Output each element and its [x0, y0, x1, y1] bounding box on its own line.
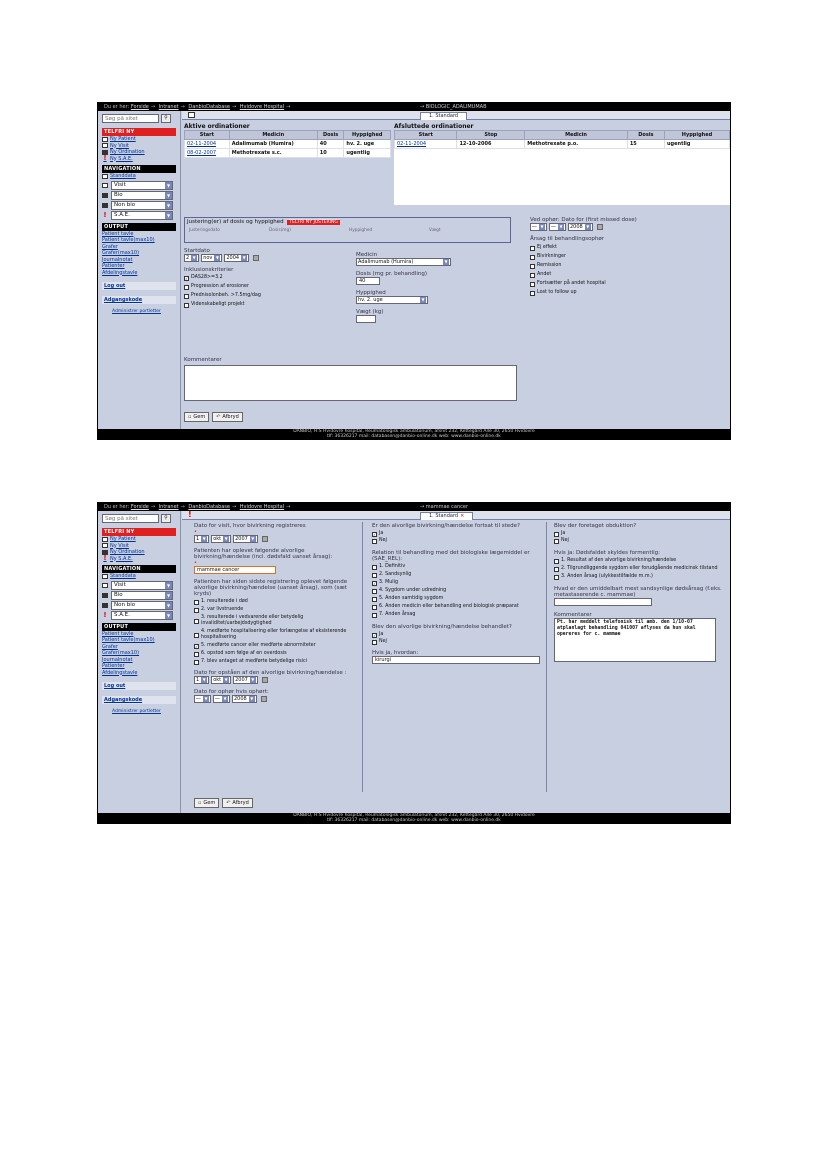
table-row[interactable]: 02-11-2004 12-10-2006 Methotrexate p.o. 15 ugentlig [395, 140, 730, 149]
disk-icon: ▫ [188, 414, 192, 420]
output-link-journalnotat[interactable]: Journalnotat [102, 656, 133, 663]
visit-year-select[interactable]: 2007 ▼ [233, 535, 258, 543]
output-link-afdelingstavle[interactable]: Afdelingstavle [102, 269, 138, 276]
telfri-header: TELFRI NY [102, 528, 176, 536]
chevron-down-icon: ▼ [251, 677, 255, 682]
visit-month-select[interactable]: okt ▼ [211, 535, 231, 543]
crumb-intranet[interactable]: Intranet [158, 504, 179, 510]
main-ordination [182, 120, 730, 429]
stop-day-select[interactable]: — ▼ [530, 223, 547, 231]
autopsy-yes[interactable]: Ja [554, 531, 726, 537]
active-orders-table [184, 130, 391, 158]
close-icon: × [460, 513, 465, 519]
inclusion-checkbox[interactable]: Progression af erosioner [184, 284, 334, 290]
output-header: OUTPUT [102, 623, 176, 631]
since-checkbox[interactable]: 7. blev antaget at medførte betydelige risici [194, 659, 356, 665]
form-buttons [184, 412, 243, 422]
output-link-patient-tavle-max10[interactable]: Patient tavle(max10) [102, 637, 155, 643]
how-input[interactable]: kirurgi [372, 656, 540, 664]
logout-button[interactable]: Log out [102, 282, 176, 290]
new-sae-link[interactable]: ! Ny S.A.E. [103, 554, 133, 563]
password-button[interactable]: Adgangskode [102, 296, 176, 304]
chevron-down-icon: ▼ [192, 255, 196, 260]
chevron-down-icon: ▼ [166, 212, 171, 218]
since-checkbox[interactable]: 6. opstod som følge af en overdosis [194, 651, 356, 657]
persist-yes[interactable]: ✓ Ja [373, 531, 384, 537]
standdata-link[interactable]: Standdata [102, 173, 176, 180]
death-checkbox[interactable]: 1. Resultat af den alvorlige bivirkning/hændelse [554, 558, 726, 564]
chevron-down-icon: ▼ [166, 582, 171, 588]
folder-icon [102, 603, 108, 608]
stop-year-select[interactable]: 2008 ▼ [568, 223, 593, 231]
end-year-select[interactable]: 2008 ▼ [232, 695, 257, 703]
chevron-down-icon: ▼ [224, 677, 228, 682]
footer: DANBIO, H:S Hvidovre hospital, Reumatologisk ambulatorium, afsnit 232, Kettegård Alle 30, 2650 Hvidovre tlf: 36326217 mail: databasen@danbio-online.dk web: www.danbio-online.dk [98, 429, 730, 439]
calendar-icon[interactable] [253, 255, 259, 261]
password-button[interactable]: Adgangskode [102, 696, 176, 704]
nonbio-select[interactable]: Non bio ▼ [111, 601, 173, 610]
telfri-header: TELFRI NY [102, 128, 176, 136]
treated-yes[interactable]: ✓ Ja [373, 632, 384, 638]
ended-orders-title: Afsluttede ordinationer [394, 123, 730, 130]
end-day-select[interactable]: — ▼ [194, 695, 211, 703]
chevron-down-icon: ▼ [586, 224, 590, 229]
since-checkbox[interactable]: 3. resulterede i vedvarende eller betydelig invaliditet/uarbejdsdygtighed [194, 615, 356, 627]
relation-checkbox[interactable]: ✓ 3. Mulig [373, 580, 398, 586]
crumb-current: → mammae cancer [420, 504, 469, 510]
since-checkbox[interactable]: 4. medførte hospitalisering eller forlængelse af eksisterende hospitalisering [194, 629, 356, 641]
cancel-button[interactable]: ↶ Afbryd [212, 412, 243, 422]
visit-select[interactable]: Visit ▼ [111, 181, 173, 190]
visit-select[interactable]: Visit ▼ [111, 581, 173, 590]
output-link-afdelingstavle[interactable]: Afdelingstavle [102, 669, 138, 676]
exclamation-icon: ! [103, 554, 107, 563]
crumb-hvidovre[interactable]: Hvidovre Hospital [239, 104, 285, 110]
chevron-down-icon: ▼ [202, 677, 206, 682]
output-link-patient-tavle[interactable]: Patient tavle [102, 630, 134, 637]
form-buttons [194, 798, 253, 808]
admin-portlets-link[interactable]: Administrer portletter [112, 309, 161, 314]
exclamation-icon: ! [103, 210, 107, 219]
onset-year-select[interactable]: 2007 ▼ [233, 676, 258, 684]
save-button[interactable]: ▫ Gem [194, 798, 219, 808]
output-link-patient-tavle[interactable]: Patient tavle [102, 230, 134, 237]
search-button[interactable] [161, 514, 171, 523]
footer: DANBIO, H:S Hvidovre hospital, Reumatologisk ambulatorium, afsnit 232, Kettegård Alle 30, 2650 Hvidovre tlf: 36326217 mail: databasen@danbio-online.dk web: www.danbio-online.dk [98, 813, 730, 823]
chevron-down-icon: ▼ [166, 612, 171, 618]
sae-column-1: Dato for visit, hvor bivirkning registreres • 1 ▼ okt ▼ 2007 ▼ Patienten har oplevet følgende alvorlige bivirkning/hændelse (incl. dødsfald uanset årsag): • mammae cancer Patienten har siden sidste registrering oplevet følgende alvorlige bivirkning/hændelse (uanset årsag), som (sæt kryds) 1. resulterede i død 2. var livstruende 3. resulterede i vedvarende eller betydelig invaliditet/uarbejdsdygtighed 4. medførte hospitalisering eller forlængelse af eksisterende hospitalisering ✓ 5. medførte cancer eller medførte abnormiteter 6. opstod som følge af en overdosis 7. blev antaget at medførte betydelige risici Dato for opståen af den alvorlige bivirkning/hændelse : 1 ▼ okt ▼ 2007 ▼ Dato for ophør hvis ophørt: — ▼ — ▼ 2008 ▼ [194, 523, 356, 703]
active-orders-title: Aktive ordinationer [184, 123, 250, 130]
reason-checkbox[interactable]: Bivirkninger [530, 254, 720, 260]
col-dosis: Dosis [317, 131, 344, 140]
navigation-header: NAVIGATION [102, 565, 176, 573]
treated-no[interactable]: Nej [372, 639, 542, 645]
chevron-down-icon: ▼ [166, 182, 171, 188]
search-icon: ⚲ [164, 115, 168, 121]
relation-checkbox[interactable]: 5. Anden samtidig sygdom [372, 596, 542, 602]
navigation-header: NAVIGATION [102, 165, 176, 173]
exclamation-icon: ! [103, 154, 107, 163]
chevron-down-icon: ▼ [559, 224, 563, 229]
output-link-patienter[interactable]: Patienter [102, 263, 125, 269]
output-link-patienter[interactable]: Patienter [102, 663, 125, 669]
crumb-forside[interactable]: Forside [130, 104, 149, 110]
tab-bar [182, 511, 730, 520]
start-day-select[interactable]: 2 ▼ [184, 254, 199, 262]
adjustments-box: Justering(er) af dosis og hyppighed TELFRI NY JUSTERING Justeringsdato Dosis(mg) Hyppighed Vægt [184, 217, 511, 243]
breadcrumb: Du er her: Forside → Intranet → DanbioDatabase → Hvidovre Hospital → → mammae cancer [98, 503, 730, 511]
new-ordination-link[interactable]: Ny Ordination [102, 549, 176, 556]
comment-textarea[interactable]: Pt. har meddelt telefonisk til amb. den 1/10-07 atplanlagt behandling 041007 aflyses da hun skal opereres for c. mammae [554, 618, 716, 662]
chevron-down-icon: ▼ [166, 592, 171, 598]
inclusion-checkbox[interactable]: Videnskabeligt projekt [184, 302, 334, 308]
chevron-down-icon: ▼ [444, 259, 448, 264]
active-orders [184, 123, 391, 158]
ended-start-link[interactable]: 02-11-2004 [397, 141, 427, 147]
folder-icon [188, 112, 195, 118]
new-visit-link[interactable]: Ny Visit [102, 143, 176, 150]
save-button[interactable]: ▫ Gem [184, 412, 209, 422]
new-patient-link[interactable]: Ny Patient [102, 136, 176, 143]
start-month-select[interactable]: nov ▼ [201, 254, 222, 262]
tab-standard[interactable]: 1. Standard [420, 112, 467, 120]
patient-icon [102, 137, 108, 142]
standdata-link[interactable]: Standdata [102, 573, 176, 580]
chevron-down-icon: ▼ [251, 536, 255, 541]
new-patient-link[interactable]: Ny Patient [102, 536, 176, 543]
persist-no[interactable]: Nej [372, 538, 542, 544]
crumb-current: → BIOLOGIC_ADALIMUMAB [420, 104, 487, 110]
cancel-icon: ↶ [216, 414, 221, 420]
output-header: OUTPUT [102, 223, 176, 231]
crumb-hvidovre[interactable]: Hvidovre Hospital [239, 504, 285, 510]
folder-icon [102, 203, 108, 208]
folder-icon [102, 193, 108, 198]
output-link-patient-tavle-max10[interactable]: Patient tavle(max10) [102, 237, 155, 243]
chevron-down-icon: ▼ [215, 255, 219, 260]
nonbio-select[interactable]: Non bio ▼ [111, 201, 173, 210]
sae-column-3: Blev der foretaget obduktion? Ja Nej Hvis ja: Dødsfaldet skyldes formentlig: 1. Resultat af den alvorlige bivirkning/hændelse 2. Tilgrundliggende sygdom eller forudgående medicinsk tilstand 3. Anden årsag (ulykkestilfælde m.m.) Hvad er den umiddelbart mest sandsynlige dødsårsag (f.eks. metastaserende c. mammae) Kommentarer Pt. har meddelt telefonisk til amb. den 1/10-07 atplanlagt behandling 041007 aflyses da hun skal opereres for c. mammae [554, 523, 726, 662]
admin-portlets-link[interactable]: Administrer portletter [112, 709, 161, 714]
visit-icon [102, 543, 108, 548]
chevron-down-icon: ▼ [421, 297, 425, 302]
crumb-danbio[interactable]: DanbioDatabase [188, 104, 230, 110]
calendar-icon[interactable] [262, 536, 268, 542]
new-adjustment-button[interactable]: TELFRI NY JUSTERING [289, 220, 338, 225]
dosis-input[interactable]: 40 [356, 277, 380, 285]
screenshot-ordination [97, 102, 731, 440]
calendar-icon[interactable] [262, 677, 268, 683]
chevron-down-icon: ▼ [166, 192, 171, 198]
event-input[interactable]: mammae cancer [194, 566, 276, 574]
patient-icon [102, 537, 108, 542]
bio-select[interactable]: Bio ▼ [111, 591, 173, 600]
chevron-down-icon: ▼ [166, 602, 171, 608]
visit-icon [102, 183, 108, 188]
stop-section: Ved ophør: Dato for (first missed dose) — ▼ — ▼ 2008 ▼ Årsag til behandlingsophør Ej effekt Bivirkninger Remission Andet Fortsætter på andet hospital Lost to follow up [530, 217, 720, 296]
exclamation-icon: ! [103, 610, 107, 619]
visit-icon [102, 143, 108, 148]
search-button[interactable] [161, 114, 171, 123]
stop-month-select[interactable]: — ▼ [549, 223, 566, 231]
output-link-journalnotat[interactable]: Journalnotat [102, 256, 133, 263]
sae-select[interactable]: S.A.E. ▼ [111, 611, 173, 620]
medicin-section: Medicin Adalimumab (Humira) ▼ Dosis (mg pr. behandling) 40 Hyppighed hv. 2. uge ▼ Vægt (kg) [356, 252, 496, 323]
reason-checkbox[interactable]: Remission [530, 263, 720, 269]
relation-checkbox[interactable]: 1. Definitiv [372, 564, 542, 570]
col-start: Start [185, 131, 230, 140]
chevron-down-icon: ▼ [540, 224, 544, 229]
onset-day-select[interactable]: 1 ▼ [194, 676, 209, 684]
end-month-select[interactable]: — ▼ [213, 695, 230, 703]
reason-checkbox[interactable]: Fortsætter på andet hospital [530, 281, 720, 287]
relation-checkbox[interactable]: 7. Anden årsag [372, 612, 542, 618]
folder-icon [102, 593, 108, 598]
chevron-down-icon: ▼ [204, 696, 208, 701]
calendar-icon[interactable] [597, 224, 603, 230]
table-row[interactable]: 08-02-2007 Methotrexate s.c. 10 ugentlig [185, 149, 391, 158]
cause-input[interactable] [554, 598, 652, 606]
sidebar [98, 111, 181, 429]
medicin-select[interactable]: Adalimumab (Humira) ▼ [356, 258, 451, 266]
output-link-grafer-max10[interactable]: Grafer(max10) [102, 250, 140, 256]
tab-standard[interactable]: 1. Standard × [420, 512, 473, 520]
output-link-grafer-max10[interactable]: Grafer(max10) [102, 650, 140, 656]
crumb-intranet[interactable]: Intranet [158, 104, 179, 110]
hyppighed-select[interactable]: hv. 2. uge ▼ [356, 296, 428, 304]
chevron-down-icon: ▼ [250, 696, 254, 701]
tab-bar [182, 111, 730, 120]
new-ordination-link[interactable]: Ny Ordination [102, 149, 176, 156]
visit-icon [102, 583, 108, 588]
relation-checkbox[interactable]: 6. Anden medicin eller behandling end biologisk præparat [372, 604, 542, 610]
table-row[interactable]: 02-11-2004 Adalimumab (Humira) 40 hv. 2. uge [185, 140, 391, 149]
bio-select[interactable]: Bio ▼ [111, 191, 173, 200]
cancel-button[interactable]: ↶ Afbryd [222, 798, 253, 808]
calendar-icon[interactable] [261, 696, 267, 702]
disk-icon: ▫ [198, 800, 202, 806]
sae-column-2: Er den alvorlige bivirkning/hændelse fortsat til stede? ✓ Ja Nej Relation til behandling med det biologiske lægemiddel er (SAE_REL): 1. Definitiv 2. Sandsynlig ✓ 3. Mulig 4. Sygdom under udredning 5. Anden samtidig sygdom 6. Anden medicin eller behandling end biologisk præparat 7. Anden årsag Blev den alvorlige bivirkning/hændelse behandlet? ✓ Ja Nej Hvis ja, hvordan: kirurgi [372, 523, 542, 664]
visit-day-select[interactable]: 1 ▼ [194, 535, 209, 543]
reason-checkbox[interactable]: Ej effekt [530, 245, 720, 251]
logout-button[interactable]: Log out [102, 682, 176, 690]
since-checkbox[interactable]: ✓ 5. medførte cancer eller medførte abnormiteter [195, 643, 316, 649]
search-input[interactable] [102, 114, 159, 123]
autopsy-no[interactable]: Nej [554, 538, 726, 544]
sae-select[interactable]: S.A.E. ▼ [111, 211, 173, 220]
since-checkbox[interactable]: 1. resulterede i død [194, 599, 356, 605]
search-input[interactable] [102, 514, 159, 523]
comment-section: Kommentarer [184, 357, 517, 401]
inclusion-checkbox[interactable]: Prednisolonbeh. >7.5mg/dag [184, 293, 334, 299]
output-link-grafer[interactable]: Grafer [102, 243, 118, 250]
death-checkbox[interactable]: 2. Tilgrundliggende sygdom eller forudgående medicinsk tilstand [554, 566, 726, 572]
chevron-down-icon: ▼ [224, 536, 228, 541]
chevron-down-icon: ▼ [166, 202, 171, 208]
adjustments-title: Justering(er) af dosis og hyppighed [187, 219, 284, 225]
onset-month-select[interactable]: okt ▼ [211, 676, 231, 684]
comment-textarea[interactable] [184, 365, 517, 401]
chevron-down-icon: ▼ [242, 255, 246, 260]
exclamation-icon: ! [188, 510, 192, 519]
inclusion-checkbox[interactable]: ✓ DAS28>=3.2 [185, 275, 223, 281]
start-year-select[interactable]: 2004 ▼ [224, 254, 249, 262]
death-checkbox[interactable]: 3. Anden årsag (ulykkestilfælde m.m.) [554, 574, 726, 580]
vaegt-input[interactable] [356, 315, 376, 323]
reason-checkbox[interactable]: Andet [530, 272, 720, 278]
order-start-link[interactable]: 08-02-2007 [187, 150, 217, 156]
crumb-danbio[interactable]: DanbioDatabase [188, 504, 230, 510]
document-icon [102, 574, 108, 579]
screenshot-sae [97, 502, 731, 824]
ended-orders [394, 123, 730, 205]
col-hyppighed: Hyppighed [344, 131, 391, 140]
col-medicin: Medicin [229, 131, 317, 140]
new-sae-link[interactable]: ! Ny S.A.E. [103, 154, 133, 163]
relation-checkbox[interactable]: 4. Sygdom under udredning [372, 588, 542, 594]
main-sae [182, 520, 730, 813]
reason-checkbox[interactable]: Lost to follow up [530, 290, 720, 296]
since-checkbox[interactable]: 2. var livstruende [194, 607, 356, 613]
chevron-down-icon: ▼ [223, 696, 227, 701]
document-icon [102, 174, 108, 179]
sidebar [98, 511, 181, 813]
output-link-grafer[interactable]: Grafer [102, 643, 118, 650]
relation-checkbox[interactable]: 2. Sandsynlig [372, 572, 542, 578]
chevron-down-icon: ▼ [202, 536, 206, 541]
search-icon: ⚲ [164, 515, 168, 521]
breadcrumb: Du er her: Forside → Intranet → DanbioDatabase → Hvidovre Hospital → → BIOLOGIC_ADALIMUMAB [98, 103, 730, 111]
ended-orders-table: Start Stop Medicin Dosis Hyppighed 02-11-2004 12-10-2006 Methotrexate p.o. 15 ugentlig [394, 130, 730, 149]
crumb-forside[interactable]: Forside [130, 504, 149, 510]
order-start-link[interactable]: 02-11-2004 [187, 141, 217, 147]
new-visit-link[interactable]: Ny Visit [102, 543, 176, 550]
cancel-icon: ↶ [226, 800, 231, 806]
start-section: Startdato 2 ▼ nov ▼ 2004 ▼ Inklusionskriterier ✓ DAS28>=3.2 Progression af erosioner Prednisolonbeh. >7.5mg/dag Videnskabeligt projekt [184, 248, 334, 308]
